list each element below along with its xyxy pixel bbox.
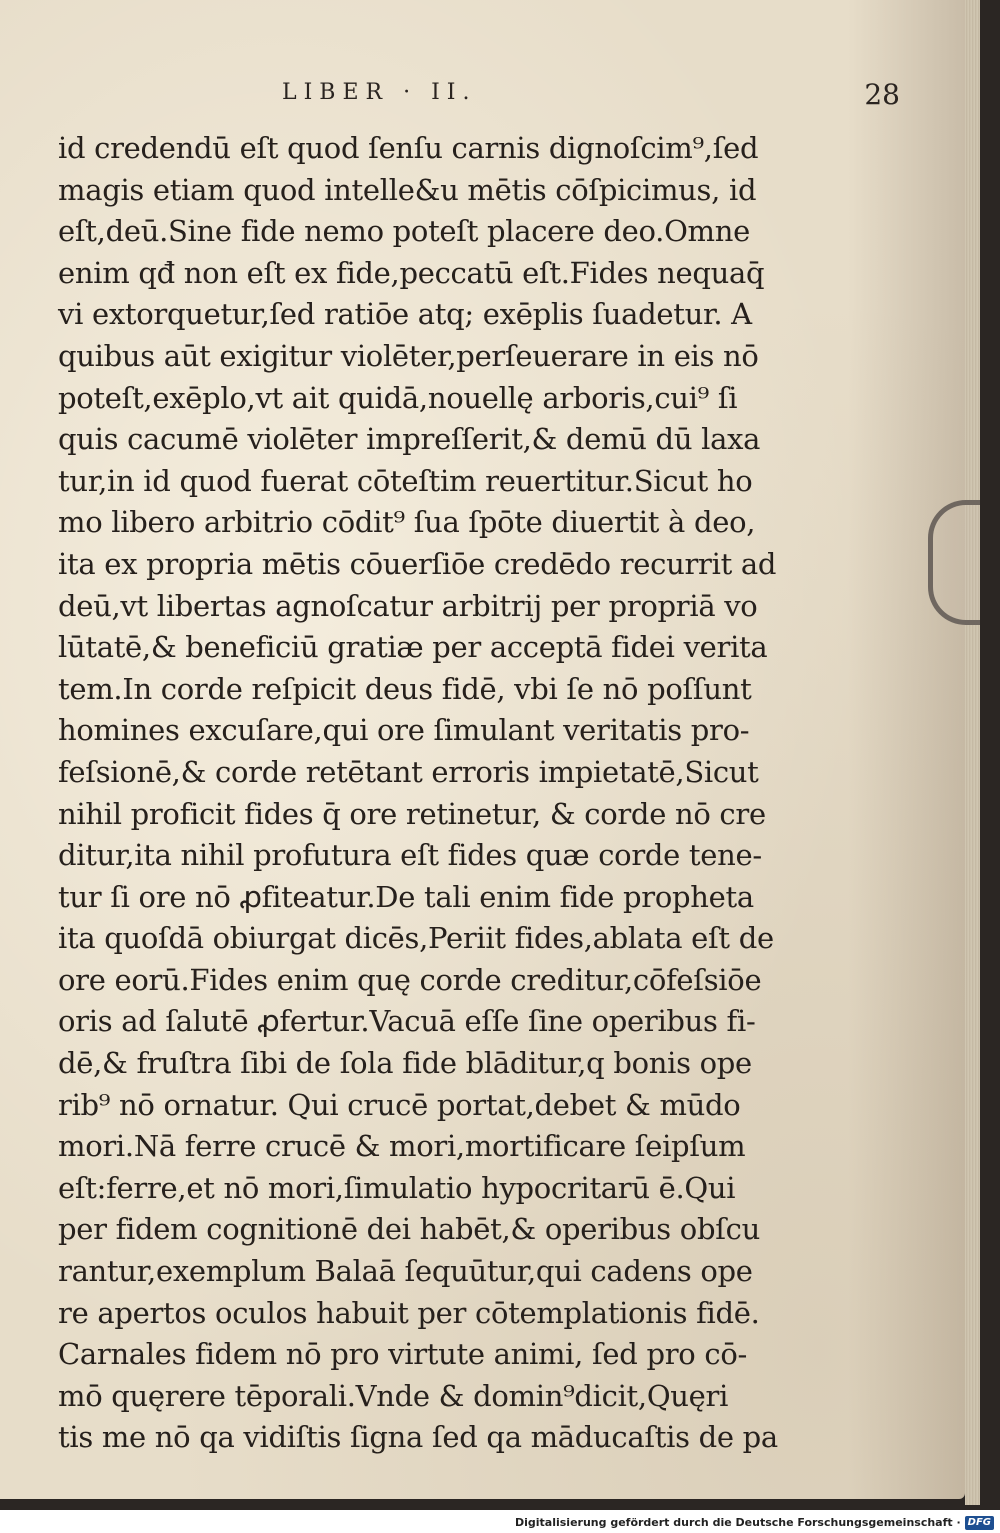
text-line: eſt:ferre,et nō mori,ſimulatio hypocritarū ē.Qui [58, 1170, 736, 1205]
text-line: rantur,exemplum Balaā ſequūtur,qui cadens ope [58, 1254, 753, 1289]
text-line: nihil proficit fides q̄ ore retinetur, & corde nō cre [58, 796, 766, 831]
text-block [58, 128, 803, 1459]
text-line: tis me nō qa vidiſtis ſigna ſed qa māducaſtis de pa [58, 1420, 778, 1455]
text-line: oris ad ſalutē ꝓfertur.Vacuā eſſe ſine operibus fi- [58, 1004, 756, 1039]
text-line: poteſt,exēplo,vt ait quidā,nouellę arboris,cui⁹ ſi [58, 380, 738, 415]
text-line: homines excuſare,qui ore ſimulant veritatis pro- [58, 713, 750, 748]
page-edges [965, 0, 980, 1505]
text-line: mō quęrere tēporali.Vnde & domin⁹dicit,Quęri [58, 1378, 729, 1413]
dfg-logo-icon: DFG [965, 1516, 994, 1530]
page-number: 28 [864, 78, 900, 111]
text-line: Carnales fidem nō pro virtute animi, ſed pro cō- [58, 1337, 747, 1372]
running-header: LIBER · II. [282, 80, 477, 105]
text-line: lūtatē,& beneficiū gratiæ per acceptā fidei verita [58, 630, 768, 665]
text-line: per fidem cognitionē dei habēt,& operibus obſcu [58, 1212, 760, 1247]
text-line: enim qđ non eſt ex fide,peccatū eſt.Fides nequaq̄ [58, 255, 765, 290]
footer-bar [0, 1512, 1000, 1533]
text-line: ita quoſdā obiurgat dicēs,Periit fides,ablata eſt de [58, 921, 774, 956]
text-line: magis etiam quod intelle&u mētis cōſpicimus, id [58, 172, 757, 207]
text-line: ditur,ita nihil profutura eſt fides quæ corde tene- [58, 838, 762, 873]
text-line: deū,vt libertas agnoſcatur arbitrij per propriā vo [58, 588, 758, 623]
text-line: id credendū eſt quod ſenſu carnis dignoſcim⁹,ſed [58, 131, 759, 165]
funding-credit: Digitalisierung gefördert durch die Deutsche Forschungsgemeinschaft · [514, 1516, 961, 1529]
text-line: tur,in id quod fuerat cōteſtim reuertitur.Sicut ho [58, 463, 753, 498]
text-line: feſsionē,& corde retētant erroris impietatē,Sicut [58, 754, 759, 789]
text-line: rib⁹ nō ornatur. Qui crucē portat,debet & mūdo [58, 1087, 741, 1122]
text-line: eſt,deū.Sine fide nemo poteſt placere deo.Omne [58, 214, 750, 249]
text-line: vi extorquetur,ſed ratiōe atq; exēplis ſuadetur. A [58, 297, 752, 332]
text-line: tem.In corde reſpicit deus fidē, vbi ſe nō poſſunt [58, 671, 752, 706]
text-line: quibus aūt exigitur violēter,perſeuerare in eis nō [58, 338, 759, 373]
text-line: ita ex propria mētis cōuerſiōe credēdo recurrit ad [58, 546, 777, 581]
text-line: ore eorū.Fides enim quę corde creditur,cōfeſsiōe [58, 962, 762, 997]
text-line: re apertos oculos habuit per cōtemplationis fidē. [58, 1295, 760, 1330]
text-line: tur ſi ore nō ꝓfiteatur.De tali enim fide propheta [58, 879, 754, 914]
text-line: quis cacumē violēter impreſſerit,& demū dū laxa [58, 422, 761, 457]
text-line: dē,& fruſtra ſibi de ſola fide blāditur,q bonis ope [58, 1046, 752, 1081]
book-clasp [928, 500, 980, 625]
text-line: mo libero arbitrio cōdit⁹ ſua ſpōte diuertit à deo, [58, 505, 756, 540]
text-line: mori.Nā ferre crucē & mori,mortificare ſeipſum [58, 1129, 746, 1164]
